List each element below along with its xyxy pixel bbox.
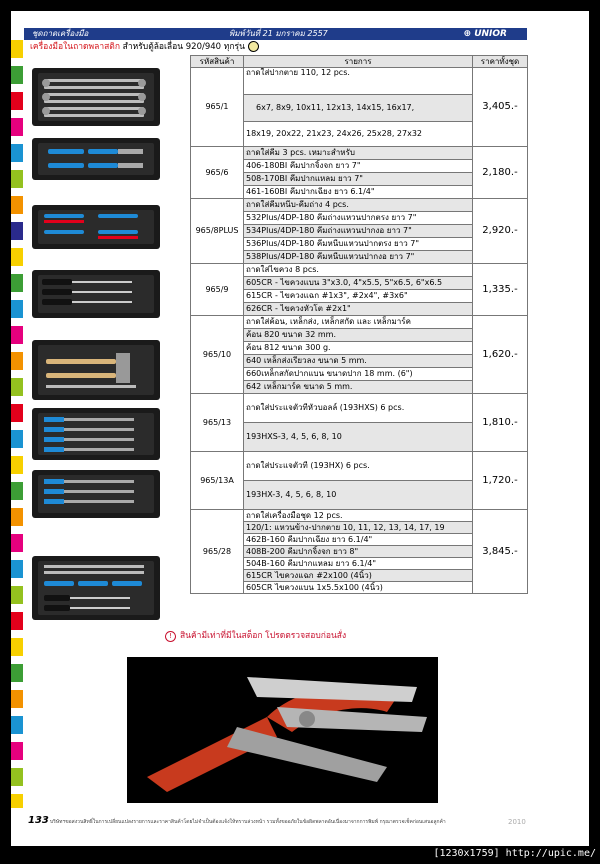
table-row (191, 510, 528, 522)
footer-disclaimer: บริษัทฯขอสงวนสิทธิ์ในการเปลี่ยนแปลงรายการและราคาสินค้าโดยไม่จำเป็นต้องแจ้งให้ทราบล่วงหน้า รวมทั้งขออภัยในข้อผิดพลาดอันเนื่องมาจากการพิมพ์ กรุณาตรวจเช็คก่อนเสนอลูกค้า (50, 819, 446, 825)
column-header-code: รหัสสินค้า (191, 56, 244, 68)
tray-hammers-image (32, 340, 160, 400)
price: 1,620.- (473, 316, 528, 394)
item-line: 462B-160 คีมปากเฉียง ยาว 6.1/4" (244, 534, 473, 546)
table-row (191, 316, 528, 329)
price: 3,405.- (473, 68, 528, 147)
product-code: 965/13A (191, 452, 244, 510)
brand-logo: ⊕ UNIOR (463, 29, 507, 39)
item-line: 605CR - ไขควงแบน 3"x3.0, 4"x5.5, 5"x6.5, 6"x6.5 (244, 277, 473, 290)
subtitle-black: สำหรับตู้ล้อเลื่อน 920/940 ทุกรุ่น (122, 42, 245, 52)
print-date: พิมพ์วันที่ 21 มกราคม 2557 (229, 29, 328, 38)
footer-year: 2010 (508, 818, 526, 826)
product-code: 965/9 (191, 264, 244, 316)
item-line: 508-170BI คีมปากแหลม ยาว 7" (244, 173, 473, 186)
item-line: ถาดใส่ค้อน, เหล็กส่ง, เหล็กสกัด และ เหล็กมาร์ค (244, 316, 473, 329)
circle-note-icon (248, 41, 259, 52)
price: 2,180.- (473, 147, 528, 199)
item-line: 642 เหล็กมาร์ค ขนาด 5 mm. (244, 381, 473, 394)
table-row (191, 199, 528, 212)
item-line: ถาดใส่ประแจตัวที (193HX) 6 pcs. (244, 452, 473, 481)
price: 2,920.- (473, 199, 528, 264)
page-header (24, 28, 527, 40)
item-line: 615CR ไขควงแฉก #2x100 (4นิ้ว) (244, 570, 473, 582)
tray-screwdrivers-image (32, 270, 160, 318)
item-line: 605CR ไขควงแบน 1x5.5x100 (4นิ้ว) (244, 582, 473, 594)
table-row (191, 147, 528, 160)
item-line: ค้อน 812 ขนาด 300 g. (244, 342, 473, 355)
item-line: 640 เหล็กส่งเรียวลง ขนาด 5 mm. (244, 355, 473, 368)
item-line: 615CR - ไขควงแฉก #1x3", #2x4", #3x6" (244, 290, 473, 303)
price: 1,810.- (473, 394, 528, 452)
price: 1,720.- (473, 452, 528, 510)
tray-pliers-image (32, 138, 160, 180)
tray-hex-keys-image (32, 470, 160, 518)
item-line: 18x19, 20x22, 21x23, 24x26, 25x28, 27x32 (244, 122, 473, 147)
item-line: ค้อน 820 ขนาด 32 mm. (244, 329, 473, 342)
item-line: 536Plus/4DP-180 คีมหนีบแหวนปากตรง ยาว 7" (244, 238, 473, 251)
item-line: 534Plus/4DP-180 คีมถ่างแหวนปากงอ ยาว 7" (244, 225, 473, 238)
item-line: 120/1: แหวนข้าง-ปากตาย 10, 11, 12, 13, 14, 17, 19 (244, 522, 473, 534)
item-line: ถาดใส่เครื่องมือชุด 12 pcs. (244, 510, 473, 522)
product-code: 965/10 (191, 316, 244, 394)
price: 3,845.- (473, 510, 528, 594)
product-code: 965/13 (191, 394, 244, 452)
item-line: 193HXS-3, 4, 5, 6, 8, 10 (244, 423, 473, 452)
item-line: ถาดใส่ไขควง 8 pcs. (244, 264, 473, 277)
table-row (191, 452, 528, 481)
subtitle-red: เครื่องมือในถาดพลาสติก (30, 42, 120, 52)
column-header-items: รายการ (244, 56, 473, 68)
item-line: ถาดใส่ประแจตัวทีหัวบอลล์ (193HXS) 6 pcs. (244, 394, 473, 423)
page-number: 133 (28, 815, 49, 826)
table-row (191, 68, 528, 95)
source-watermark: [1230x1759] http://upic.me/ (433, 848, 596, 859)
table-row (191, 264, 528, 277)
item-line: 406-180BI คีมปากจิ้งจก ยาว 7" (244, 160, 473, 173)
pliers-photo (127, 657, 438, 803)
tray-wrenches-image (32, 68, 160, 126)
item-line: 660เหล็กสกัดปากแบน ขนาดปาก 18 mm. (6") (244, 368, 473, 381)
stock-notice-text: สินค้ามีเท่าที่มีในสต็อก โปรดตรวจสอบก่อนสั่ง (180, 631, 347, 641)
section-title: ชุดถาดเครื่องมือ (32, 29, 89, 38)
item-line: 538Plus/4DP-180 คีมหนีบแหวนปากงอ ยาว 7" (244, 251, 473, 264)
item-line: 193HX-3, 4, 5, 6, 8, 10 (244, 481, 473, 510)
subtitle (30, 41, 259, 53)
table-header-row (191, 56, 528, 68)
tray-mixed-tools-image (32, 556, 160, 620)
item-line: 626CR - ไขควงหัวโต #2x1" (244, 303, 473, 316)
item-line: ถาดใส่คีม 3 pcs. เหมาะสำหรับ (244, 147, 473, 160)
tray-circlip-pliers-image (32, 205, 160, 249)
product-table (190, 55, 528, 594)
item-line: ถาดใส่คีมหนีบ-คีมถ่าง 4 pcs. (244, 199, 473, 212)
stock-notice (165, 628, 346, 642)
tray-ball-hex-keys-image (32, 408, 160, 460)
item-line: 461-160BI คีมปากเฉียง ยาว 6.1/4" (244, 186, 473, 199)
product-code: 965/8PLUS (191, 199, 244, 264)
item-line: 532Plus/4DP-180 คีมถ่างแหวนปากตรง ยาว 7" (244, 212, 473, 225)
product-code: 965/28 (191, 510, 244, 594)
price: 1,335.- (473, 264, 528, 316)
product-code: 965/1 (191, 68, 244, 147)
table-row (191, 394, 528, 423)
item-line: 504B-160 คีมปากแหลม ยาว 6.1/4" (244, 558, 473, 570)
item-line: ถาดใส่ปากตาย 110, 12 pcs. (244, 68, 473, 95)
info-circle-icon: ! (165, 631, 176, 642)
item-line: 408B-200 คีมปากจิ้งจก ยาว 8" (244, 546, 473, 558)
item-line: 6x7, 8x9, 10x11, 12x13, 14x15, 16x17, (244, 95, 473, 122)
column-header-price: ราคาทั้งชุด (473, 56, 528, 68)
product-code: 965/6 (191, 147, 244, 199)
